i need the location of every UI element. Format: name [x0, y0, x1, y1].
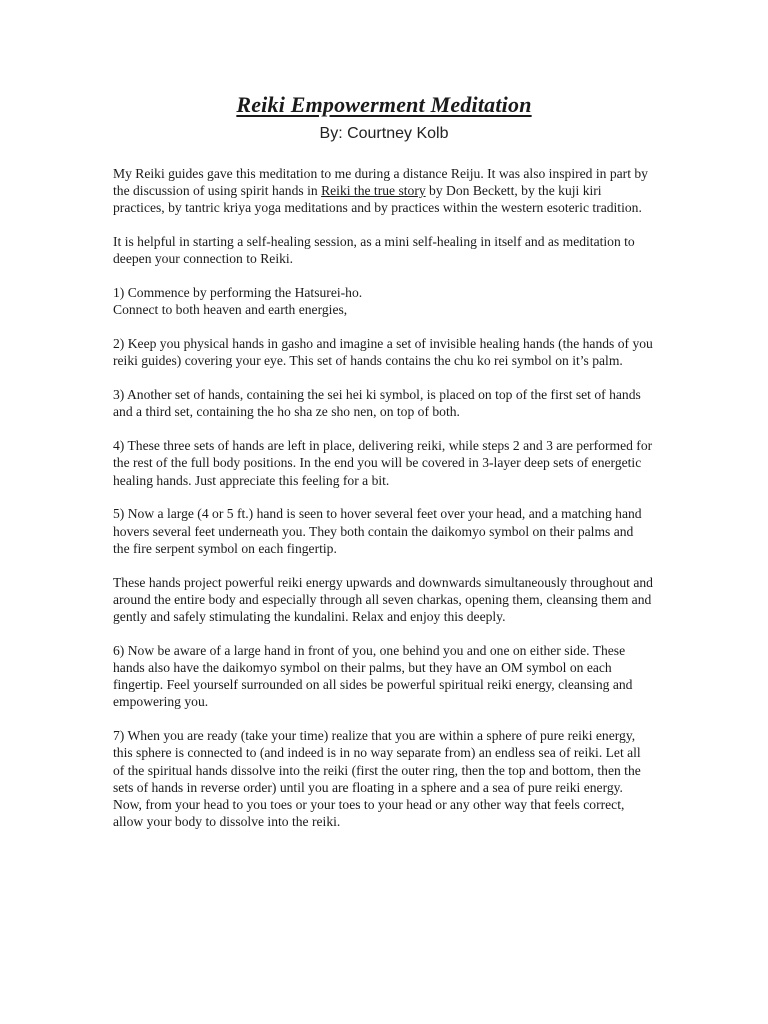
paragraph-step-5-continued: These hands project powerful reiki energy upwards and downwards simultaneously throughout and around the entire body and especially through all seven charkas, opening them, cleansing them and gently and safely stimulating the kundalini. Relax and enjoy this deeply.: [113, 574, 653, 625]
paragraph-step-2: 2) Keep you physical hands in gasho and imagine a set of invisible healing hands (the hands of you reiki guides) covering your eye. This set of hands contains the chu ko rei symbol on it’s palm.: [113, 336, 653, 369]
book-title-link: Reiki the true story: [321, 183, 426, 199]
paragraph-step-4: 4) These three sets of hands are left in place, delivering reiki, while steps 2 and 3 are performed for the rest of the full body positions. In the end you will be covered in 3-layer deep sets of energetic healing hands. Just appreciate this feeling for a bit.: [113, 438, 653, 488]
paragraph-step-6: 6) Now be aware of a large hand in front of you, one behind you and one on either side. These hands also have the daikomyo symbol on their palms, but they have an OM symbol on each fingertip. Feel yourself surrounded on all sides be powerful spiritual reiki energy, cleansing and empowering you.: [113, 642, 633, 710]
paragraph-step-7: 7) When you are ready (take your time) realize that you are within a sphere of pure reiki energy, this sphere is connected to (and indeed is in no way separate from) an endless sea of reiki. Let all of the spiritual hands dissolve into the reiki (first the outer ring, then the top and bottom, then the sets of hands in reverse order) until you are floating in a sphere and a sea of pure reiki energy. Now, from your head to you toes or your toes to your head or any other way that feels correct, allow your body to dissolve into the reiki.: [113, 728, 641, 830]
paragraph-helpful: It is helpful in starting a self-healing session, as a mini self-healing in itself and as meditation to deepen your connection to Reiki.: [113, 234, 635, 267]
paragraph-step-3: 3) Another set of hands, containing the sei hei ki symbol, is placed on top of the first set of hands and a third set, containing the ho sha ze sho nen, on top of both.: [113, 387, 641, 420]
document-body: [113, 165, 653, 847]
paragraph-step-5: 5) Now a large (4 or 5 ft.) hand is seen to hover several feet over your head, and a matching hand hovers several feet underneath you. They both contain the daikomyo symbol on their palms and the fire serpent symbol on each fingertip.: [113, 506, 642, 556]
paragraph-step-1: 1) Commence by performing the Hatsurei-ho. Connect to both heaven and earth energies,: [113, 285, 363, 318]
intro-text-after: by Don Beckett, by the kuji kiri practices, by tantric kriya yoga meditations and by practices within the western esoteric tradition.: [113, 183, 642, 216]
document-title: Reiki Empowerment Meditation: [236, 92, 532, 117]
intro-paragraph: [113, 165, 653, 217]
document-byline: By: Courtney Kolb: [319, 125, 449, 142]
intro-text-before: My Reiki guides gave this meditation to me during a distance Reiju. It was also inspired in part by the discussion of using spirit hands in: [113, 166, 648, 199]
